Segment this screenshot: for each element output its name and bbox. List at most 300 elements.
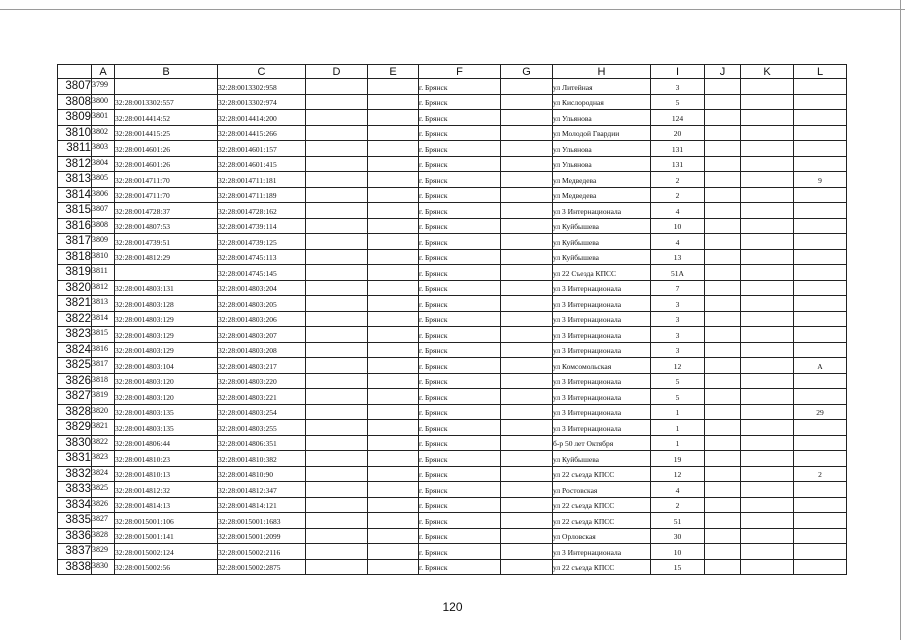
cell-k[interactable] bbox=[741, 497, 794, 513]
cell-b[interactable]: 32:28:0014812:29 bbox=[115, 249, 218, 265]
row-number[interactable]: 3810 bbox=[58, 125, 92, 141]
cell-k[interactable] bbox=[741, 451, 794, 467]
cell-l[interactable]: 2 bbox=[794, 466, 847, 482]
cell-l[interactable]: 9 bbox=[794, 172, 847, 188]
cell-e[interactable] bbox=[368, 528, 419, 544]
cell-h[interactable]: ул Куйбышева bbox=[553, 234, 651, 250]
cell-l[interactable] bbox=[794, 451, 847, 467]
row-number[interactable]: 3827 bbox=[58, 389, 92, 405]
row-number[interactable]: 3829 bbox=[58, 420, 92, 436]
cell-b[interactable]: 32:28:0014601:26 bbox=[115, 156, 218, 172]
cell-k[interactable] bbox=[741, 296, 794, 312]
row-number[interactable]: 3828 bbox=[58, 404, 92, 420]
row-number[interactable]: 3817 bbox=[58, 234, 92, 250]
cell-l[interactable] bbox=[794, 373, 847, 389]
cell-f[interactable]: г. Брянск bbox=[419, 559, 501, 575]
cell-j[interactable] bbox=[705, 389, 741, 405]
cell-f[interactable]: г. Брянск bbox=[419, 156, 501, 172]
cell-l[interactable] bbox=[794, 249, 847, 265]
cell-c[interactable]: 32:28:0014803:205 bbox=[218, 296, 306, 312]
cell-l[interactable] bbox=[794, 156, 847, 172]
cell-a[interactable]: 3813 bbox=[92, 296, 115, 312]
cell-e[interactable] bbox=[368, 172, 419, 188]
cell-i[interactable]: 1 bbox=[651, 404, 705, 420]
cell-g[interactable] bbox=[501, 94, 553, 110]
cell-j[interactable] bbox=[705, 125, 741, 141]
cell-h[interactable]: ул 3 Интернационала bbox=[553, 311, 651, 327]
cell-b[interactable]: 32:28:0015001:141 bbox=[115, 528, 218, 544]
cell-f[interactable]: г. Брянск bbox=[419, 528, 501, 544]
cell-f[interactable]: г. Брянск bbox=[419, 420, 501, 436]
cell-g[interactable] bbox=[501, 544, 553, 560]
cell-c[interactable]: 32:28:0014803:254 bbox=[218, 404, 306, 420]
cell-b[interactable]: 32:28:0013302:557 bbox=[115, 94, 218, 110]
cell-a[interactable]: 3824 bbox=[92, 466, 115, 482]
cell-g[interactable] bbox=[501, 435, 553, 451]
cell-b[interactable]: 32:28:0014803:120 bbox=[115, 389, 218, 405]
cell-k[interactable] bbox=[741, 420, 794, 436]
cell-l[interactable] bbox=[794, 389, 847, 405]
cell-a[interactable]: 3817 bbox=[92, 358, 115, 374]
cell-d[interactable] bbox=[306, 141, 368, 157]
cell-e[interactable] bbox=[368, 94, 419, 110]
cell-j[interactable] bbox=[705, 249, 741, 265]
row-number[interactable]: 3819 bbox=[58, 265, 92, 281]
cell-j[interactable] bbox=[705, 94, 741, 110]
cell-k[interactable] bbox=[741, 280, 794, 296]
cell-h[interactable]: ул 22 Съезда КПСС bbox=[553, 265, 651, 281]
cell-d[interactable] bbox=[306, 311, 368, 327]
cell-g[interactable] bbox=[501, 342, 553, 358]
cell-j[interactable] bbox=[705, 187, 741, 203]
cell-l[interactable] bbox=[794, 296, 847, 312]
cell-g[interactable] bbox=[501, 420, 553, 436]
cell-c[interactable]: 32:28:0014739:125 bbox=[218, 234, 306, 250]
cell-f[interactable]: г. Брянск bbox=[419, 311, 501, 327]
cell-l[interactable] bbox=[794, 311, 847, 327]
cell-f[interactable]: г. Брянск bbox=[419, 234, 501, 250]
cell-i[interactable]: 5 bbox=[651, 389, 705, 405]
cell-f[interactable]: г. Брянск bbox=[419, 497, 501, 513]
cell-d[interactable] bbox=[306, 296, 368, 312]
cell-e[interactable] bbox=[368, 404, 419, 420]
cell-e[interactable] bbox=[368, 110, 419, 126]
cell-c[interactable]: 32:28:0014745:113 bbox=[218, 249, 306, 265]
row-number[interactable]: 3838 bbox=[58, 559, 92, 575]
cell-f[interactable]: г. Брянск bbox=[419, 187, 501, 203]
cell-g[interactable] bbox=[501, 466, 553, 482]
cell-d[interactable] bbox=[306, 110, 368, 126]
cell-c[interactable]: 32:28:0015001:1683 bbox=[218, 513, 306, 529]
cell-c[interactable]: 32:28:0014739:114 bbox=[218, 218, 306, 234]
cell-l[interactable] bbox=[794, 559, 847, 575]
cell-f[interactable]: г. Брянск bbox=[419, 466, 501, 482]
cell-d[interactable] bbox=[306, 358, 368, 374]
cell-g[interactable] bbox=[501, 280, 553, 296]
cell-i[interactable]: 2 bbox=[651, 187, 705, 203]
cell-e[interactable] bbox=[368, 311, 419, 327]
cell-b[interactable]: 32:28:0014806:44 bbox=[115, 435, 218, 451]
cell-j[interactable] bbox=[705, 404, 741, 420]
cell-a[interactable]: 3810 bbox=[92, 249, 115, 265]
cell-d[interactable] bbox=[306, 466, 368, 482]
cell-a[interactable]: 3820 bbox=[92, 404, 115, 420]
cell-b[interactable]: 32:28:0014814:13 bbox=[115, 497, 218, 513]
cell-a[interactable]: 3812 bbox=[92, 280, 115, 296]
cell-c[interactable]: 32:28:0014803:206 bbox=[218, 311, 306, 327]
cell-e[interactable] bbox=[368, 156, 419, 172]
cell-f[interactable]: г. Брянск bbox=[419, 373, 501, 389]
cell-j[interactable] bbox=[705, 280, 741, 296]
cell-k[interactable] bbox=[741, 513, 794, 529]
cell-e[interactable] bbox=[368, 327, 419, 343]
cell-d[interactable] bbox=[306, 218, 368, 234]
cell-h[interactable]: ул Куйбышева bbox=[553, 249, 651, 265]
cell-g[interactable] bbox=[501, 327, 553, 343]
cell-b[interactable]: 32:28:0014812:32 bbox=[115, 482, 218, 498]
cell-a[interactable]: 3827 bbox=[92, 513, 115, 529]
row-number[interactable]: 3825 bbox=[58, 358, 92, 374]
cell-f[interactable]: г. Брянск bbox=[419, 94, 501, 110]
cell-a[interactable]: 3830 bbox=[92, 559, 115, 575]
cell-b[interactable]: 32:28:0015002:124 bbox=[115, 544, 218, 560]
cell-f[interactable]: г. Брянск bbox=[419, 327, 501, 343]
cell-e[interactable] bbox=[368, 265, 419, 281]
cell-b[interactable] bbox=[115, 265, 218, 281]
cell-c[interactable]: 32:28:0013302:974 bbox=[218, 94, 306, 110]
cell-j[interactable] bbox=[705, 79, 741, 95]
cell-b[interactable]: 32:28:0015002:56 bbox=[115, 559, 218, 575]
cell-f[interactable]: г. Брянск bbox=[419, 280, 501, 296]
cell-j[interactable] bbox=[705, 141, 741, 157]
cell-i[interactable]: 4 bbox=[651, 203, 705, 219]
cell-l[interactable] bbox=[794, 327, 847, 343]
cell-a[interactable]: 3808 bbox=[92, 218, 115, 234]
cell-l[interactable] bbox=[794, 513, 847, 529]
cell-b[interactable]: 32:28:0014803:135 bbox=[115, 404, 218, 420]
cell-f[interactable]: г. Брянск bbox=[419, 296, 501, 312]
cell-k[interactable] bbox=[741, 218, 794, 234]
column-header-j[interactable]: J bbox=[705, 65, 741, 79]
cell-a[interactable]: 3822 bbox=[92, 435, 115, 451]
row-number[interactable]: 3808 bbox=[58, 94, 92, 110]
row-number[interactable]: 3837 bbox=[58, 544, 92, 560]
cell-d[interactable] bbox=[306, 373, 368, 389]
cell-i[interactable]: 3 bbox=[651, 296, 705, 312]
cell-c[interactable]: 32:28:0014803:220 bbox=[218, 373, 306, 389]
cell-e[interactable] bbox=[368, 420, 419, 436]
cell-e[interactable] bbox=[368, 497, 419, 513]
cell-g[interactable] bbox=[501, 141, 553, 157]
cell-b[interactable]: 32:28:0014803:131 bbox=[115, 280, 218, 296]
cell-h[interactable]: ул 22 съезда КПСС bbox=[553, 513, 651, 529]
cell-f[interactable]: г. Брянск bbox=[419, 451, 501, 467]
cell-g[interactable] bbox=[501, 513, 553, 529]
cell-b[interactable]: 32:28:0014803:128 bbox=[115, 296, 218, 312]
cell-e[interactable] bbox=[368, 559, 419, 575]
cell-h[interactable]: ул Куйбышева bbox=[553, 218, 651, 234]
cell-i[interactable]: 30 bbox=[651, 528, 705, 544]
cell-b[interactable]: 32:28:0014711:70 bbox=[115, 172, 218, 188]
cell-j[interactable] bbox=[705, 544, 741, 560]
cell-f[interactable]: г. Брянск bbox=[419, 125, 501, 141]
cell-l[interactable] bbox=[794, 482, 847, 498]
cell-i[interactable]: 4 bbox=[651, 234, 705, 250]
cell-a[interactable]: 3826 bbox=[92, 497, 115, 513]
cell-k[interactable] bbox=[741, 234, 794, 250]
cell-d[interactable] bbox=[306, 389, 368, 405]
row-number[interactable]: 3812 bbox=[58, 156, 92, 172]
cell-d[interactable] bbox=[306, 528, 368, 544]
cell-e[interactable] bbox=[368, 342, 419, 358]
row-number[interactable]: 3824 bbox=[58, 342, 92, 358]
cell-d[interactable] bbox=[306, 265, 368, 281]
cell-l[interactable] bbox=[794, 265, 847, 281]
cell-j[interactable] bbox=[705, 435, 741, 451]
cell-d[interactable] bbox=[306, 420, 368, 436]
cell-k[interactable] bbox=[741, 125, 794, 141]
corner-header[interactable] bbox=[58, 65, 92, 79]
cell-e[interactable] bbox=[368, 234, 419, 250]
cell-f[interactable]: г. Брянск bbox=[419, 218, 501, 234]
cell-l[interactable] bbox=[794, 280, 847, 296]
cell-j[interactable] bbox=[705, 265, 741, 281]
cell-c[interactable]: 32:28:0014711:189 bbox=[218, 187, 306, 203]
cell-a[interactable]: 3806 bbox=[92, 187, 115, 203]
cell-d[interactable] bbox=[306, 249, 368, 265]
cell-h[interactable]: ул 22 съезда КПСС bbox=[553, 559, 651, 575]
cell-f[interactable]: г. Брянск bbox=[419, 544, 501, 560]
cell-j[interactable] bbox=[705, 482, 741, 498]
cell-i[interactable]: 12 bbox=[651, 466, 705, 482]
cell-e[interactable] bbox=[368, 389, 419, 405]
cell-d[interactable] bbox=[306, 280, 368, 296]
cell-l[interactable] bbox=[794, 203, 847, 219]
cell-i[interactable]: 124 bbox=[651, 110, 705, 126]
cell-d[interactable] bbox=[306, 94, 368, 110]
cell-g[interactable] bbox=[501, 373, 553, 389]
cell-l[interactable] bbox=[794, 79, 847, 95]
cell-a[interactable]: 3799 bbox=[92, 79, 115, 95]
row-number[interactable]: 3811 bbox=[58, 141, 92, 157]
cell-g[interactable] bbox=[501, 559, 553, 575]
cell-c[interactable]: 32:28:0014803:217 bbox=[218, 358, 306, 374]
row-number[interactable]: 3833 bbox=[58, 482, 92, 498]
cell-h[interactable]: ул Комсомольская bbox=[553, 358, 651, 374]
cell-k[interactable] bbox=[741, 94, 794, 110]
cell-i[interactable]: 3 bbox=[651, 311, 705, 327]
cell-d[interactable] bbox=[306, 497, 368, 513]
cell-l[interactable] bbox=[794, 94, 847, 110]
cell-i[interactable]: 2 bbox=[651, 172, 705, 188]
cell-j[interactable] bbox=[705, 513, 741, 529]
cell-b[interactable]: 32:28:0014728:37 bbox=[115, 203, 218, 219]
cell-f[interactable]: г. Брянск bbox=[419, 249, 501, 265]
cell-f[interactable]: г. Брянск bbox=[419, 79, 501, 95]
row-number[interactable]: 3832 bbox=[58, 466, 92, 482]
cell-d[interactable] bbox=[306, 203, 368, 219]
cell-g[interactable] bbox=[501, 482, 553, 498]
cell-l[interactable] bbox=[794, 187, 847, 203]
cell-g[interactable] bbox=[501, 404, 553, 420]
cell-h[interactable]: ул Молодой Гвардии bbox=[553, 125, 651, 141]
cell-g[interactable] bbox=[501, 234, 553, 250]
cell-c[interactable]: 32:28:0014803:255 bbox=[218, 420, 306, 436]
cell-d[interactable] bbox=[306, 327, 368, 343]
cell-d[interactable] bbox=[306, 187, 368, 203]
cell-c[interactable]: 32:28:0014812:347 bbox=[218, 482, 306, 498]
cell-l[interactable] bbox=[794, 544, 847, 560]
cell-g[interactable] bbox=[501, 358, 553, 374]
cell-e[interactable] bbox=[368, 79, 419, 95]
cell-e[interactable] bbox=[368, 187, 419, 203]
cell-k[interactable] bbox=[741, 435, 794, 451]
cell-k[interactable] bbox=[741, 358, 794, 374]
cell-k[interactable] bbox=[741, 528, 794, 544]
cell-j[interactable] bbox=[705, 358, 741, 374]
row-number[interactable]: 3823 bbox=[58, 327, 92, 343]
cell-g[interactable] bbox=[501, 203, 553, 219]
cell-h[interactable]: ул 3 Интернационала bbox=[553, 404, 651, 420]
cell-c[interactable]: 32:28:0014803:208 bbox=[218, 342, 306, 358]
cell-a[interactable]: 3800 bbox=[92, 94, 115, 110]
cell-c[interactable]: 32:28:0014803:204 bbox=[218, 280, 306, 296]
cell-i[interactable]: 3 bbox=[651, 327, 705, 343]
cell-c[interactable]: 32:28:0015002:2116 bbox=[218, 544, 306, 560]
cell-g[interactable] bbox=[501, 451, 553, 467]
cell-j[interactable] bbox=[705, 234, 741, 250]
cell-d[interactable] bbox=[306, 559, 368, 575]
cell-d[interactable] bbox=[306, 234, 368, 250]
cell-j[interactable] bbox=[705, 327, 741, 343]
cell-b[interactable]: 32:28:0014803:129 bbox=[115, 327, 218, 343]
row-number[interactable]: 3822 bbox=[58, 311, 92, 327]
row-number[interactable]: 3815 bbox=[58, 203, 92, 219]
cell-g[interactable] bbox=[501, 296, 553, 312]
cell-g[interactable] bbox=[501, 172, 553, 188]
cell-j[interactable] bbox=[705, 203, 741, 219]
cell-i[interactable]: 13 bbox=[651, 249, 705, 265]
cell-h[interactable]: ул 22 съезда КПСС bbox=[553, 497, 651, 513]
cell-a[interactable]: 3814 bbox=[92, 311, 115, 327]
cell-k[interactable] bbox=[741, 187, 794, 203]
cell-c[interactable]: 32:28:0015001:2099 bbox=[218, 528, 306, 544]
cell-k[interactable] bbox=[741, 141, 794, 157]
column-header-f[interactable]: F bbox=[419, 65, 501, 79]
cell-l[interactable] bbox=[794, 218, 847, 234]
cell-k[interactable] bbox=[741, 110, 794, 126]
cell-i[interactable]: 51 bbox=[651, 513, 705, 529]
cell-k[interactable] bbox=[741, 249, 794, 265]
cell-b[interactable]: 32:28:0014803:104 bbox=[115, 358, 218, 374]
cell-a[interactable]: 3803 bbox=[92, 141, 115, 157]
cell-l[interactable]: А bbox=[794, 358, 847, 374]
cell-j[interactable] bbox=[705, 218, 741, 234]
cell-d[interactable] bbox=[306, 435, 368, 451]
cell-c[interactable]: 32:28:0014414:200 bbox=[218, 110, 306, 126]
cell-j[interactable] bbox=[705, 528, 741, 544]
cell-i[interactable]: 131 bbox=[651, 141, 705, 157]
cell-c[interactable]: 32:28:0014601:157 bbox=[218, 141, 306, 157]
cell-k[interactable] bbox=[741, 544, 794, 560]
cell-a[interactable]: 3825 bbox=[92, 482, 115, 498]
cell-b[interactable]: 32:28:0014803:129 bbox=[115, 342, 218, 358]
cell-d[interactable] bbox=[306, 172, 368, 188]
cell-j[interactable] bbox=[705, 559, 741, 575]
cell-i[interactable]: 2 bbox=[651, 497, 705, 513]
cell-b[interactable]: 32:28:0014601:26 bbox=[115, 141, 218, 157]
cell-a[interactable]: 3805 bbox=[92, 172, 115, 188]
cell-i[interactable]: 20 bbox=[651, 125, 705, 141]
row-number[interactable]: 3813 bbox=[58, 172, 92, 188]
cell-i[interactable]: 10 bbox=[651, 544, 705, 560]
cell-g[interactable] bbox=[501, 187, 553, 203]
cell-g[interactable] bbox=[501, 79, 553, 95]
cell-e[interactable] bbox=[368, 141, 419, 157]
row-number[interactable]: 3809 bbox=[58, 110, 92, 126]
cell-l[interactable] bbox=[794, 110, 847, 126]
cell-g[interactable] bbox=[501, 156, 553, 172]
cell-l[interactable] bbox=[794, 497, 847, 513]
cell-j[interactable] bbox=[705, 451, 741, 467]
cell-k[interactable] bbox=[741, 404, 794, 420]
cell-h[interactable]: ул 3 Интернационала bbox=[553, 203, 651, 219]
cell-l[interactable] bbox=[794, 141, 847, 157]
cell-g[interactable] bbox=[501, 249, 553, 265]
column-header-k[interactable]: K bbox=[741, 65, 794, 79]
cell-k[interactable] bbox=[741, 265, 794, 281]
cell-k[interactable] bbox=[741, 389, 794, 405]
cell-c[interactable]: 32:28:0014711:181 bbox=[218, 172, 306, 188]
cell-d[interactable] bbox=[306, 342, 368, 358]
row-number[interactable]: 3818 bbox=[58, 249, 92, 265]
row-number[interactable]: 3830 bbox=[58, 435, 92, 451]
cell-i[interactable]: 1 bbox=[651, 420, 705, 436]
cell-i[interactable]: 7 bbox=[651, 280, 705, 296]
cell-a[interactable]: 3828 bbox=[92, 528, 115, 544]
cell-b[interactable]: 32:28:0014803:120 bbox=[115, 373, 218, 389]
cell-c[interactable]: 32:28:0014810:382 bbox=[218, 451, 306, 467]
cell-d[interactable] bbox=[306, 544, 368, 560]
cell-a[interactable]: 3821 bbox=[92, 420, 115, 436]
cell-l[interactable] bbox=[794, 528, 847, 544]
row-number[interactable]: 3834 bbox=[58, 497, 92, 513]
cell-i[interactable]: 131 bbox=[651, 156, 705, 172]
cell-k[interactable] bbox=[741, 203, 794, 219]
cell-b[interactable]: 32:28:0014415:25 bbox=[115, 125, 218, 141]
cell-g[interactable] bbox=[501, 265, 553, 281]
cell-c[interactable]: 32:28:0014803:221 bbox=[218, 389, 306, 405]
cell-b[interactable]: 32:28:0014807:53 bbox=[115, 218, 218, 234]
cell-e[interactable] bbox=[368, 296, 419, 312]
cell-d[interactable] bbox=[306, 404, 368, 420]
cell-a[interactable]: 3818 bbox=[92, 373, 115, 389]
cell-e[interactable] bbox=[368, 482, 419, 498]
cell-g[interactable] bbox=[501, 497, 553, 513]
cell-f[interactable]: г. Брянск bbox=[419, 342, 501, 358]
cell-d[interactable] bbox=[306, 156, 368, 172]
cell-g[interactable] bbox=[501, 125, 553, 141]
cell-k[interactable] bbox=[741, 156, 794, 172]
cell-f[interactable]: г. Брянск bbox=[419, 110, 501, 126]
cell-f[interactable]: г. Брянск bbox=[419, 265, 501, 281]
cell-e[interactable] bbox=[368, 358, 419, 374]
cell-a[interactable]: 3829 bbox=[92, 544, 115, 560]
cell-b[interactable]: 32:28:0014803:135 bbox=[115, 420, 218, 436]
cell-h[interactable]: ул 3 Интернационала bbox=[553, 296, 651, 312]
row-number[interactable]: 3814 bbox=[58, 187, 92, 203]
cell-a[interactable]: 3809 bbox=[92, 234, 115, 250]
